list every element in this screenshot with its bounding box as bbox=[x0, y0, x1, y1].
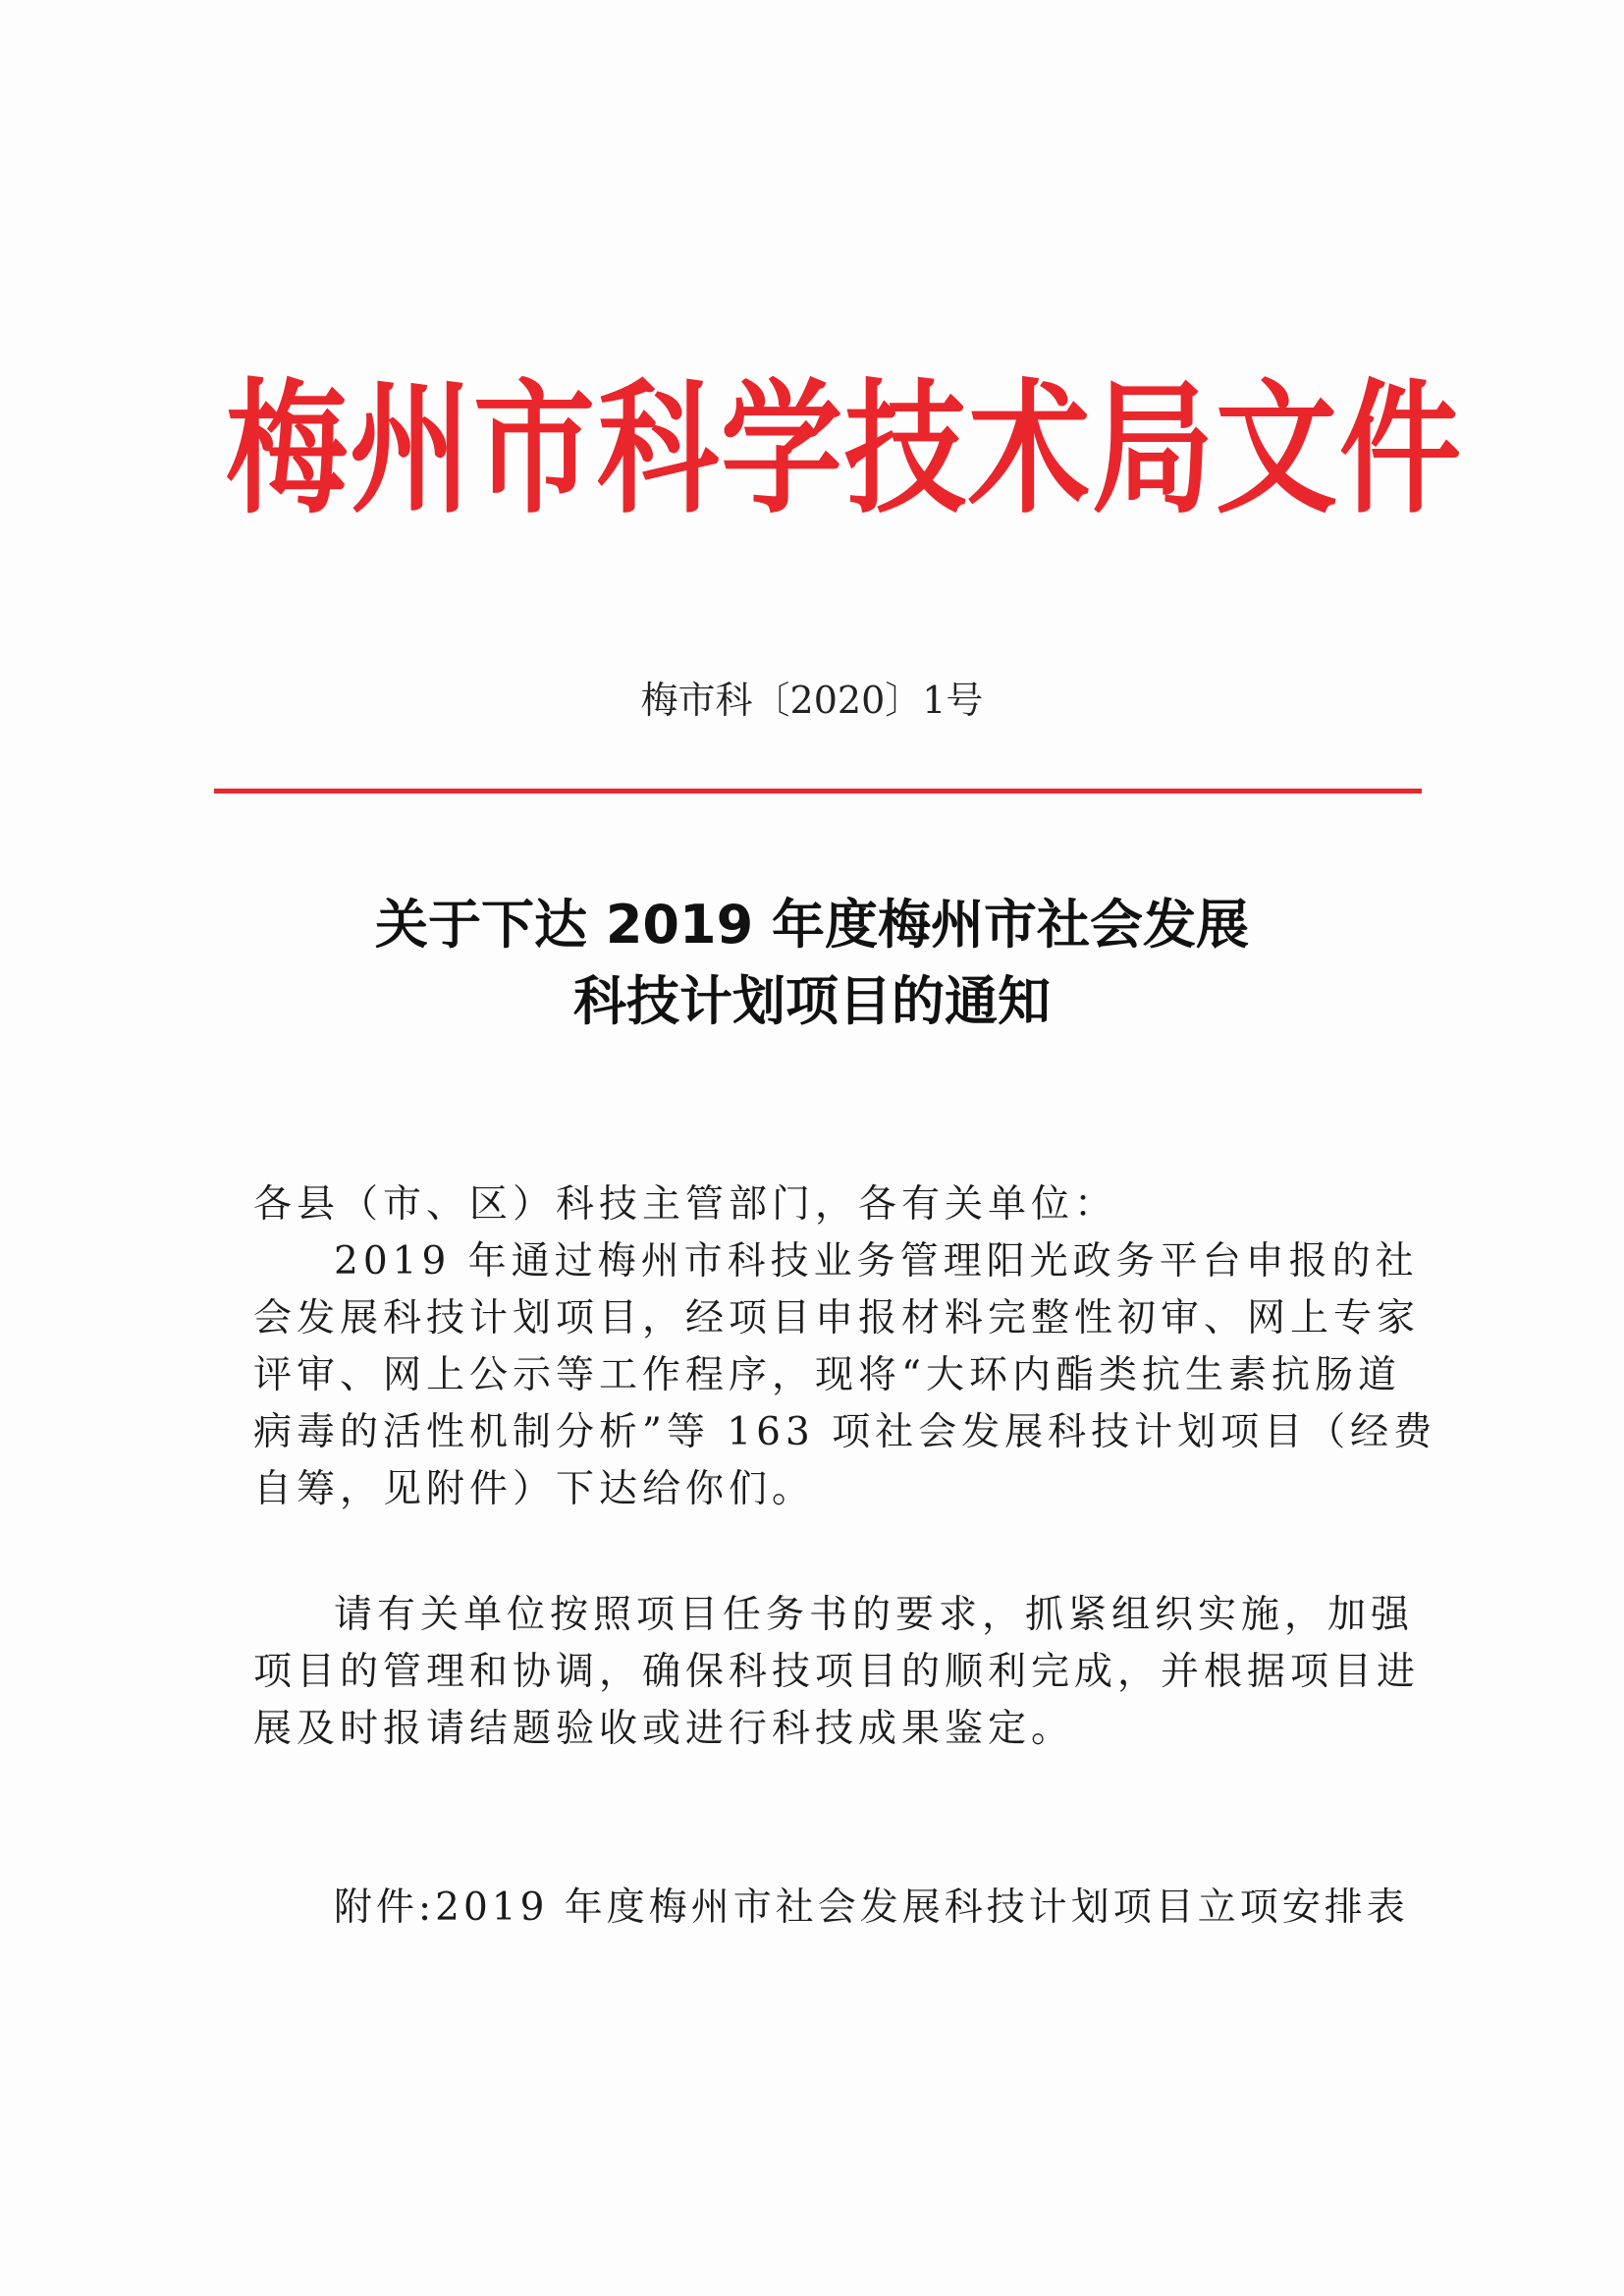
attachment-note: 附件:2019 年度梅州市社会发展科技计划项目立项安排表 bbox=[334, 1886, 1409, 1930]
red-divider-line bbox=[214, 789, 1422, 793]
notice-title-line-1: 关于下达 2019 年度梅州市社会发展 bbox=[375, 894, 1249, 956]
document-number: 梅市科〔2020〕1号 bbox=[640, 679, 984, 722]
notice-title-line-2: 科技计划项目的通知 bbox=[573, 970, 1051, 1032]
masthead-title: 梅州市科学技术局文件 bbox=[226, 366, 1464, 534]
paragraph-2-line-3: 展及时报请结题验收或进行科技成果鉴定。 bbox=[253, 1707, 1075, 1751]
paragraph-2-line-1: 请有关单位按照项目任务书的要求，抓紧组织实施，加强 bbox=[334, 1593, 1415, 1637]
paragraph-1-line-5: 自筹，见附件）下达给你们。 bbox=[253, 1467, 816, 1511]
paragraph-1-line-3: 评审、网上公示等工作程序，现将“大环内酯类抗生素抗肠道 bbox=[253, 1353, 1401, 1397]
paragraph-2-line-2: 项目的管理和协调，确保科技项目的顺利完成，并根据项目进 bbox=[253, 1650, 1421, 1694]
paragraph-1-line-2: 会发展科技计划项目，经项目申报材料完整性初审、网上专家 bbox=[253, 1296, 1421, 1340]
salutation: 各县（市、区）科技主管部门，各有关单位： bbox=[253, 1182, 1118, 1227]
paragraph-1-line-4: 病毒的活性机制分析”等 163 项社会发展科技计划项目（经费 bbox=[253, 1410, 1437, 1454]
paragraph-1-line-1: 2019 年通过梅州市科技业务管理阳光政务平台申报的社 bbox=[334, 1239, 1419, 1284]
